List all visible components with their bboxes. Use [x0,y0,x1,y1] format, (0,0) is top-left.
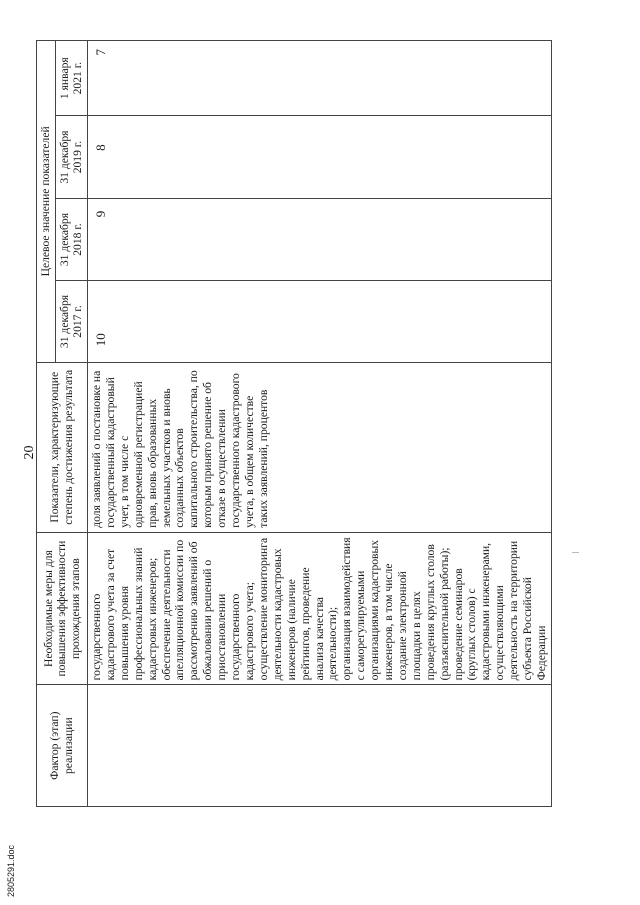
cell-value-2018 [88,198,552,280]
cell-measures: государственного кадастрового учета за счет повышения уровня профессиональных знаний кадастровых инженеров; обеспечение деятельности апелляционной комиссии по рассмотрению заявлений об обжаловании решений о приостановлении государственного кадастрового учета; осуществление мониторинга деятельности кадастровых инженеров (наличие рейтингов, проведение анализа качества деятельности); организация взаимодействия с саморегулируемыми организациями кадастровых инженеров, в том числе создание электронной площадки в целях проведения круглых столов (разъяснительной работы); проведение семинаров (круглых столов) с кадастровыми инженерами, осуществляющими деятельность на территории субъекта Российской Федерации [88,532,552,685]
table-row [88,41,552,807]
header-date-2021: 1 января 2021 г. [55,41,87,116]
header-row-1 [37,41,56,807]
cell-value-2017 [88,281,552,362]
header-date-2017: 31 декабря 2017 г. [55,281,87,362]
scan-mark [572,552,579,553]
header-date-2018: 31 декабря 2018 г. [55,198,87,280]
header-measures: Необходимые меры для повышения эффективности прохождения этапов [37,532,88,685]
page-number: 20 [22,445,37,460]
value-2018: 9 [93,210,109,218]
value-2017: 10 [93,333,109,347]
document-id: 2805291.doc [6,844,16,897]
header-date-2019: 31 декабря 2019 г. [55,116,87,198]
header-indicators: Показатели, характеризующие степень достижения результата [37,362,88,532]
cell-value-2019 [88,116,552,198]
indicators-table [36,40,552,807]
cell-value-2021 [88,41,552,116]
value-2021: 7 [93,49,109,56]
header-target-values: Целевое значение показателей [37,41,56,363]
cell-indicator: доля заявлений о постановке на государственный кадастровый учет, в том числе с одновременной регистрацией прав, вновь образованных земельных участков и вновь созданных объектов капитального строительства, по которым принято решение об отказе в осуществлении государственного кадастрового учета, в общем количестве таких заявлений, процентов [88,362,552,532]
value-2019: 8 [93,144,109,151]
cell-factor [88,685,552,807]
header-factor: Фактор (этап) реализации [37,685,88,807]
